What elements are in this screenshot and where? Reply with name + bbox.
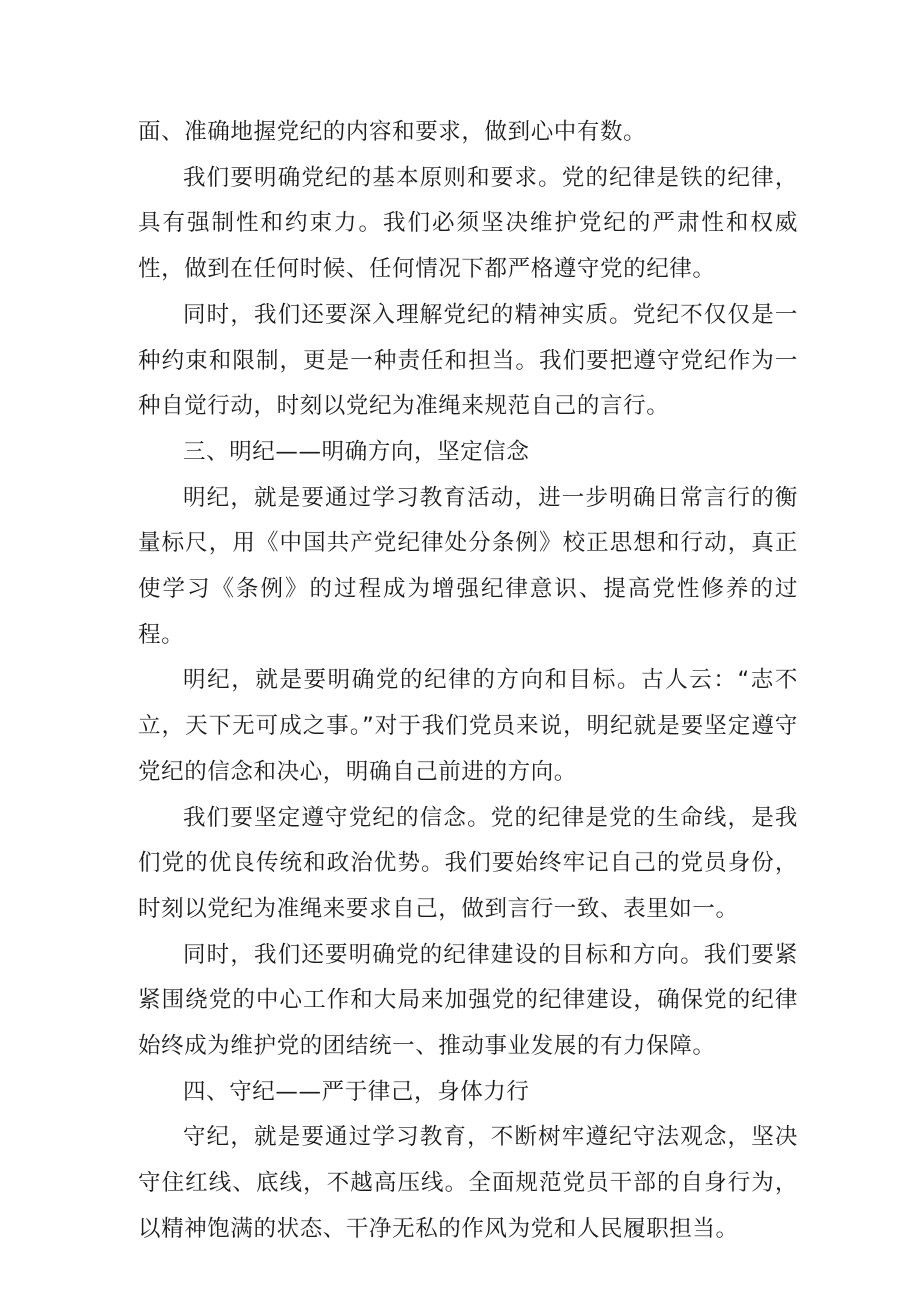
paragraph: 同时，我们还要明确党的纪律建设的目标和方向。我们要紧紧围绕党的中心工作和大局来加强党的纪律建设，确保党的纪律始终成为维护党的团结统一、推动事业发展的有力保障。 <box>138 941 798 1060</box>
section-heading-4: 四、守纪——严于律己，身体力行 <box>183 1078 530 1105</box>
paragraph: 我们要明确党纪的基本原则和要求。党的纪律是铁的纪律，具有强制性和约束力。我们必须坚决维护党纪的严肃性和权威性，做到在任何时候、任何情况下都严格遵守党的纪律。 <box>138 164 798 283</box>
paragraph-continuation: 面、准确地握党纪的内容和要求，做到心中有数。 <box>138 119 647 145</box>
paragraph: 同时，我们还要深入理解党纪的精神实质。党纪不仅仅是一种约束和限制，更是一种责任和担当。我们要把遵守党纪作为一种自觉行动，时刻以党纪为准绳来规范自己的言行。 <box>138 301 798 420</box>
paragraph: 我们要坚定遵守党纪的信念。党的纪律是党的生命线，是我们党的优良传统和政治优势。我们要始终牢记自己的党员身份，时刻以党纪为准绳来要求自己，做到言行一致、表里如一。 <box>138 804 798 922</box>
paragraph: 明纪，就是要通过学习教育活动，进一步明确日常言行的衡量标尺，用《中国共产党纪律处分条例》校正思想和行动，真正使学习《条例》的过程成为增强纪律意识、提高党性修养的过程。 <box>138 484 798 648</box>
paragraph: 守纪，就是要通过学习教育，不断树牢遵纪守法观念，坚决守住红线、底线，不越高压线。全面规范党员干部的自身行为，以精神饱满的状态、干净无私的作风为党和人民履职担当。 <box>138 1124 798 1242</box>
paragraph: 明纪，就是要明确党的纪律的方向和目标。古人云：“志不立，天下无可成之事。”对于我们党员来说，明纪就是要坚定遵守党纪的信念和决心，明确自己前进的方向。 <box>138 667 798 785</box>
section-heading-3: 三、明纪——明确方向，坚定信念 <box>183 438 530 465</box>
document-body <box>138 110 798 1253</box>
